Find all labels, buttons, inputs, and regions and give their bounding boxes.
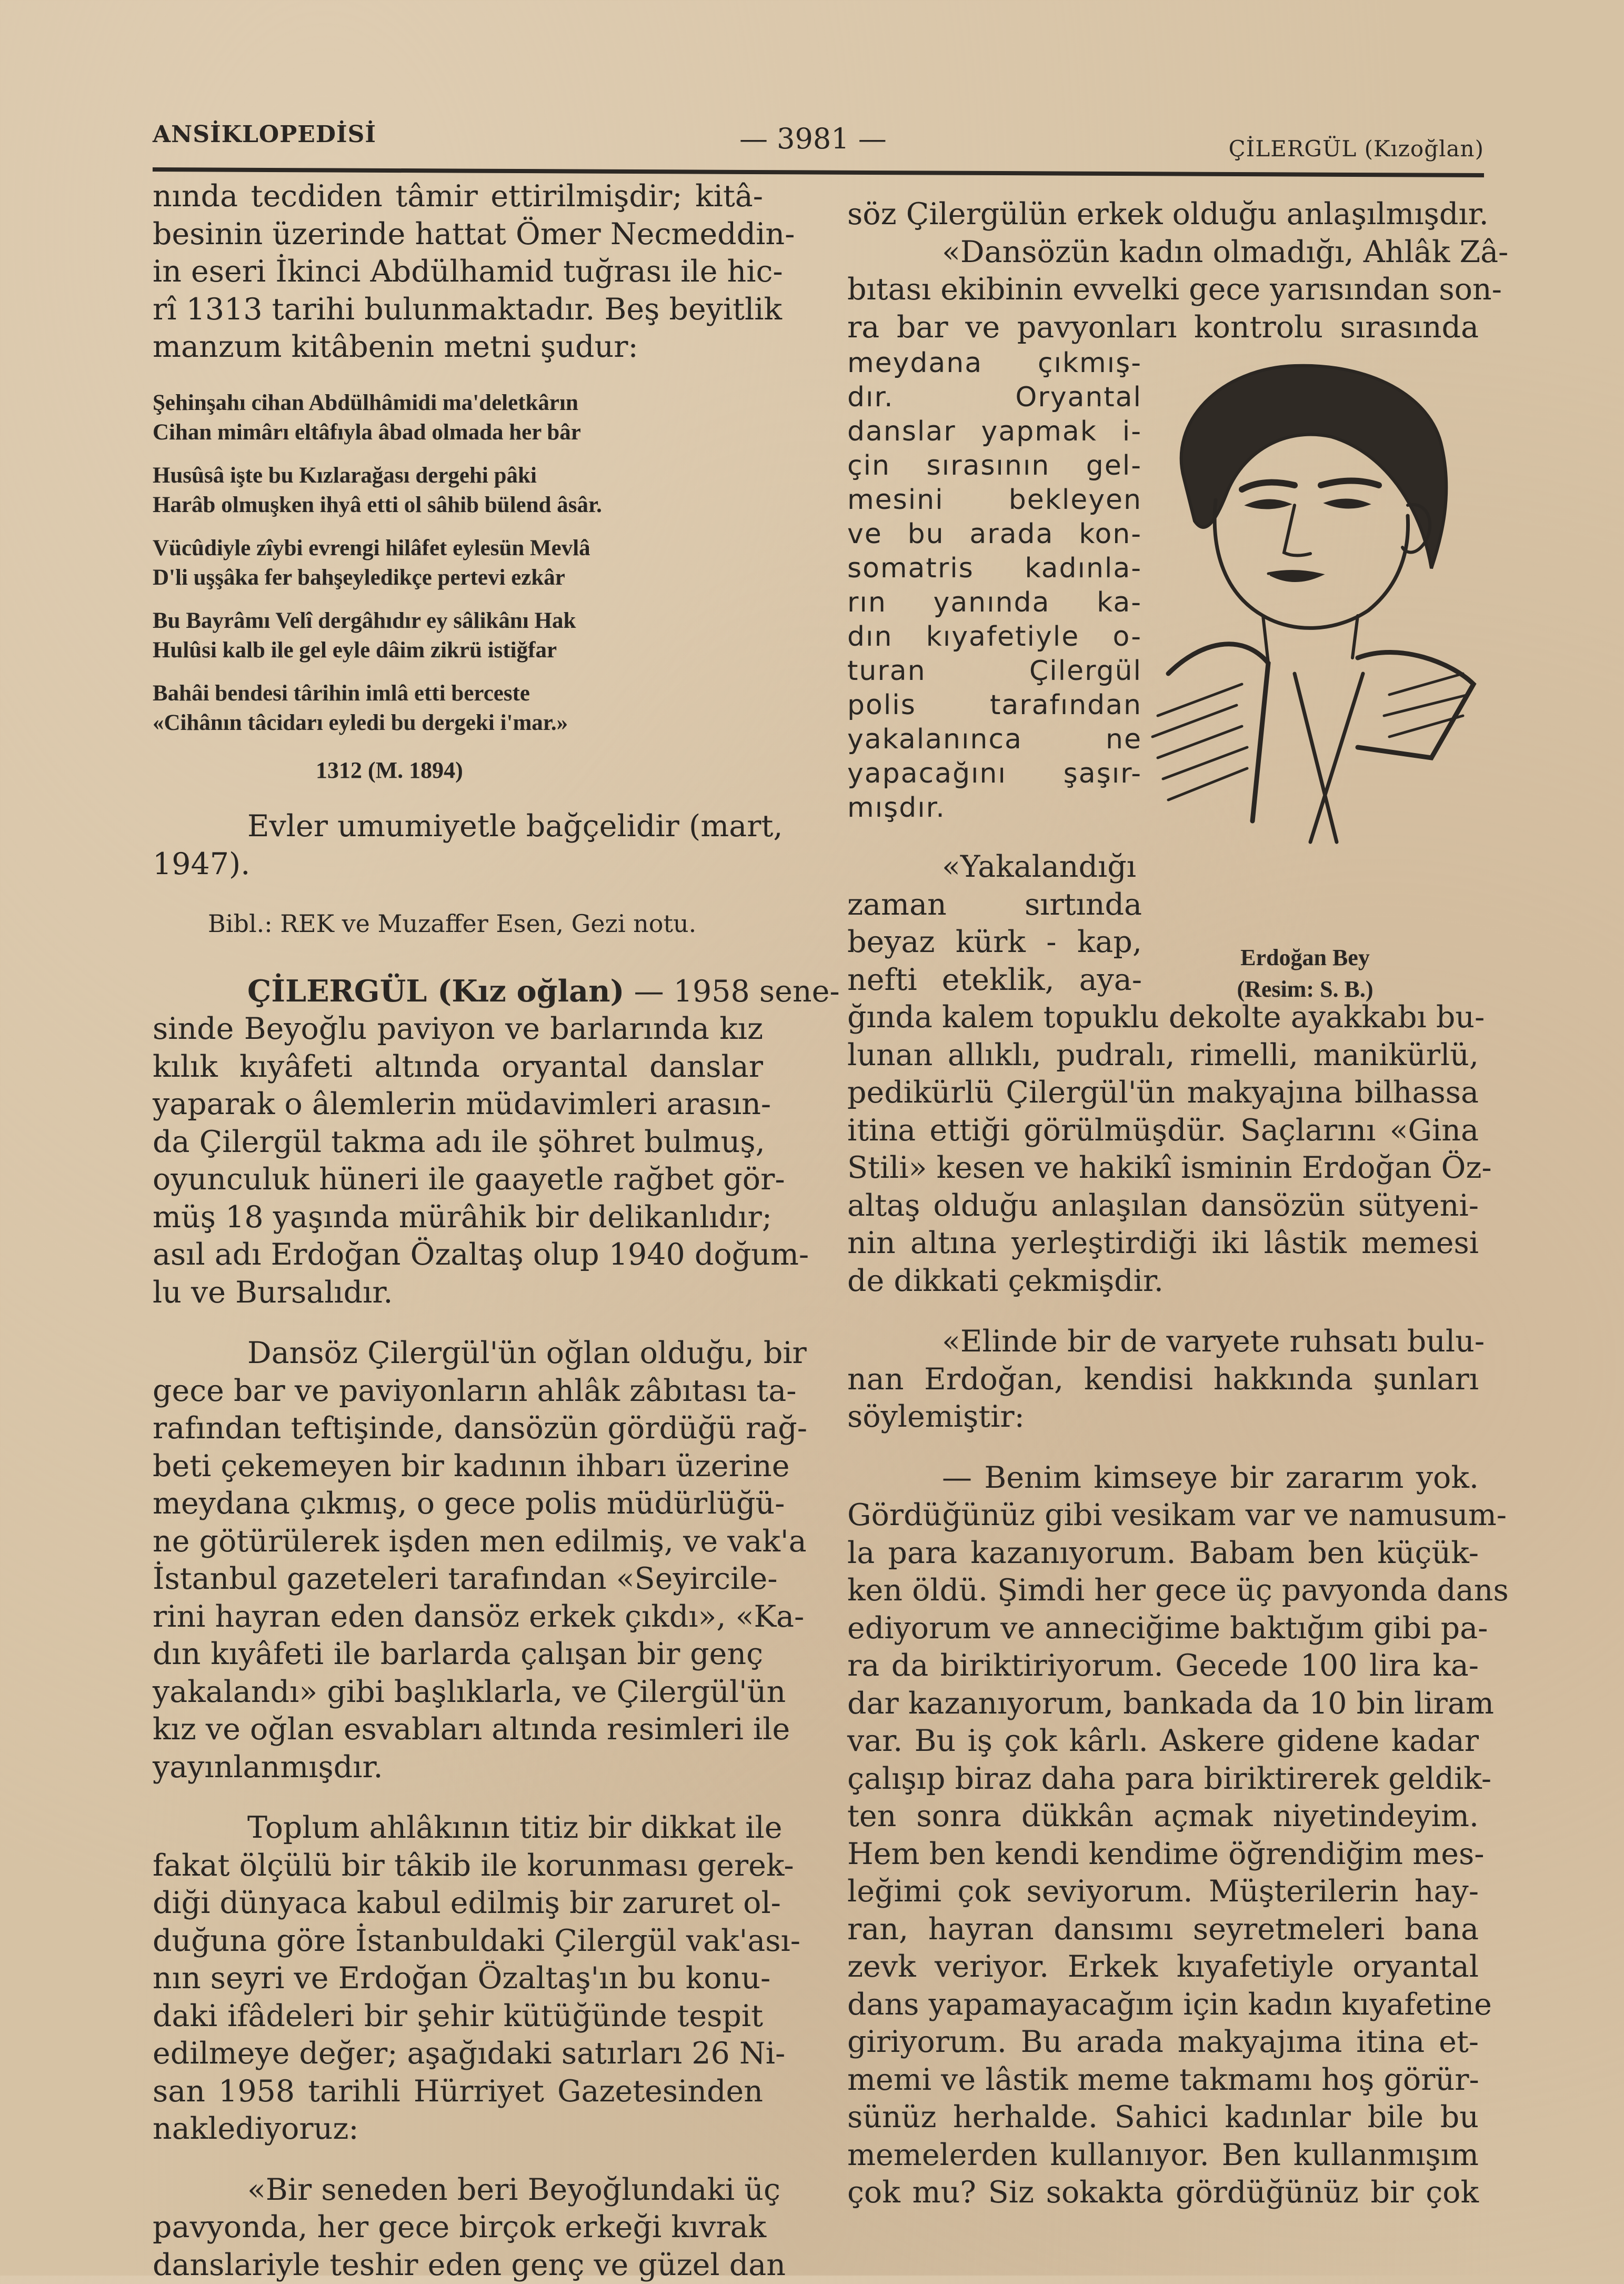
poem-couplet: [153, 461, 763, 520]
text-line: zevk veriyor. Erkek kıyafetiyle oryantal: [847, 1948, 1479, 1986]
text-line: bıtası ekibinin evvelki gece yarısından son-: [847, 271, 1479, 309]
text-line: dın kıyafetiyle o-: [847, 620, 1142, 654]
intro-paragraph: [153, 178, 763, 366]
text-line: ra bar ve pavyonları kontrolu sırasında: [847, 309, 1479, 347]
text-line: oyunculuk hüneri ile gaayetle rağbet gör-: [153, 1161, 763, 1199]
text-line: kılık kıyâfeti altında oryantal danslar: [153, 1048, 763, 1086]
text-line: leğimi çok seviyorum. Müşterilerin hay-: [847, 1873, 1479, 1911]
bibliography: Bibl.: REK ve Muzaffer Esen, Gezi notu.: [153, 905, 763, 943]
paragraph-statement: [847, 1459, 1479, 2212]
inscription-poem: [153, 388, 763, 738]
poem-line: Harâb olmuşken ihyâ etti ol sâhib bülend âsâr.: [153, 490, 763, 520]
text-line: yayınlanmışdır.: [153, 1749, 763, 1787]
text-line: ten sonra dükkân açmak niyetindeyim.: [847, 1798, 1479, 1836]
text-line: edilmeye değer; aşağıdaki satırları 26 Ni-: [153, 2035, 763, 2073]
text-line: zaman sırtında: [847, 886, 1142, 924]
narrow-paragraph-2: [847, 848, 1142, 999]
narrow-paragraph: [847, 346, 1142, 825]
nose: [1284, 505, 1310, 556]
portrait-caption: [1137, 942, 1473, 1005]
text-line: polis tarafından: [847, 688, 1142, 723]
poem-line: Vücûdiyle zîybi evrengi hilâfet eylesün Mevlâ: [153, 534, 763, 563]
text-line: Gördüğünüz gibi vesikam var ve namusum-: [847, 1497, 1479, 1535]
text-line: «Yakalandığı: [847, 848, 1142, 886]
text-line: sünüz herhalde. Sahici kadınlar bile bu: [847, 2099, 1479, 2137]
text-line: yaparak o âlemlerin müdavimleri arasın-: [153, 1086, 763, 1124]
text-line: Hem ben kendi kendime öğrendiğim mes-: [847, 1836, 1479, 1874]
text-line: manzum kitâbenin metni şudur:: [153, 328, 763, 366]
text-line: ran, hayran dansımı seyretmeleri bana: [847, 1911, 1479, 1949]
header-rule: [153, 167, 1484, 177]
text-line: memi ve lâstik meme takmamı hoş görür-: [847, 2061, 1479, 2099]
text-line: meydana çıkmış, o gece polis müdürlüğü-: [153, 1485, 763, 1523]
right-top-paragraph: [847, 196, 1479, 346]
text-line: sinde Beyoğlu paviyon ve barlarında kız: [153, 1010, 763, 1048]
text-line: daki ifâdeleri bir şehir kütüğünde tespit: [153, 1998, 763, 2036]
text-line: diği dünyaca kabul edilmiş bir zaruret ol-: [153, 1885, 763, 1922]
text-line: asıl adı Erdoğan Özaltaş olup 1940 doğum-: [153, 1236, 763, 1274]
text-line: turan Çilergül: [847, 654, 1142, 688]
text-line: ken öldü. Şimdi her gece üç pavyonda dans: [847, 1572, 1479, 1610]
text-line: çalışıp biraz daha para biriktirerek geldik-: [847, 1760, 1479, 1798]
poem-line: Husûsâ işte bu Kızlarağası dergehi pâki: [153, 461, 763, 490]
text-line: rini hayran eden dansöz erkek çıkdı», «Ka-: [153, 1598, 763, 1636]
poem-line: Hulûsi kalb ile gel eyle dâim zikrü istiğfar: [153, 636, 763, 665]
text-line: san 1958 tarihli Hürriyet Gazetesinden: [153, 2073, 763, 2111]
caption-credit: (Resim: S. B.): [1137, 974, 1473, 1005]
running-header: [153, 105, 1484, 179]
text-line: söz Çilergülün erkek olduğu anlaşılmışdır.: [847, 196, 1479, 234]
text-line: lu ve Bursalıdır.: [153, 1274, 763, 1312]
right-brow: [1321, 481, 1379, 486]
left-brow: [1242, 483, 1295, 489]
text-line: fakat ölçülü bir tâkib ile korunması gerek-: [153, 1847, 763, 1885]
text-line: pedikürlü Çilergül'ün makyajına bilhassa: [847, 1074, 1479, 1112]
text-line: naklediyoruz:: [153, 2110, 763, 2148]
text-line: nında tecdiden tâmir ettirilmişdir; kitâ-: [153, 178, 763, 216]
text-line: var. Bu iş çok kârlı. Askere gidene kadar: [847, 1722, 1479, 1760]
poem-couplet: [153, 606, 763, 665]
paragraph-appearance: [847, 999, 1479, 1300]
paragraph-quote-start: [153, 2171, 763, 2284]
text-line: Stili» kesen ve hakikî isminin Erdoğan Öz-: [847, 1149, 1479, 1187]
text-line: giriyorum. Bu arada makyajıma itina et-: [847, 2023, 1479, 2061]
text-line: Toplum ahlâkının titiz bir dikkat ile: [153, 1809, 763, 1847]
text-line: pavyonda, her gece birçok erkeği kıvrak: [153, 2209, 763, 2247]
lapel: [1295, 674, 1363, 842]
text-line: memelerden kullanıyor. Ben kullanmışım: [847, 2137, 1479, 2175]
text-line: duğuna göre İstanbuldaki Çilergül vak'ası-: [153, 1922, 763, 1960]
text-line: ne götürülerek işden men edilmiş, ve vak'a: [153, 1523, 763, 1561]
text-line: Dansöz Çilergül'ün oğlan olduğu, bir: [153, 1335, 763, 1373]
poem-line: Bahâi bendesi târihin imlâ etti berceste: [153, 679, 763, 708]
paragraph-license: [847, 1323, 1479, 1436]
text-line: müş 18 yaşında mürâhik bir delikanlıdır;: [153, 1199, 763, 1237]
poem-date: 1312 (M. 1894): [153, 752, 763, 789]
poem-line: «Cihânın tâcidarı eyledi bu dergeki i'mar.»: [153, 708, 763, 738]
portrait-illustration: [1137, 347, 1484, 853]
text-line: ediyorum ve anneciğime baktığım gibi pa-: [847, 1610, 1479, 1648]
text-line: nan Erdoğan, kendisi hakkında şunları: [847, 1361, 1479, 1399]
text-line: da Çilergül takma adı ile şöhret bulmuş,: [153, 1124, 763, 1161]
left-eye: [1247, 500, 1289, 508]
evler-paragraph: [153, 808, 763, 883]
text-line: İstanbul gazeteleri tarafından «Seyircile-: [153, 1560, 763, 1598]
entry-title-tail: — 1958 sene-: [624, 974, 839, 1009]
text-line: yapacağını şaşır-: [847, 757, 1142, 791]
text-line: söylemiştir:: [847, 1398, 1479, 1436]
text-line: kız ve oğlan esvabları altında resimleri ile: [153, 1711, 763, 1749]
text-line: lunan allıklı, pudralı, rimelli, manikürlü,: [847, 1037, 1479, 1075]
text-line: mışdır.: [847, 791, 1142, 825]
text-line: ve bu arada kon-: [847, 517, 1142, 552]
mouth: [1268, 571, 1321, 580]
text-line: yakalanınca ne: [847, 723, 1142, 757]
text-line: danslariyle teshir eden genç ve güzel dan: [153, 2247, 763, 2284]
text-line: beti çekemeyen bir kadının ihbarı üzerine: [153, 1448, 763, 1486]
text-line: besinin üzerinde hattat Ömer Necmeddin-: [153, 216, 763, 254]
text-line: meydana çıkmış-: [847, 346, 1142, 380]
text-line: la para kazanıyorum. Babam ben küçük-: [847, 1535, 1479, 1572]
poem-line: Cihan mimârı eltâfıyla âbad olmada her bâr: [153, 418, 763, 447]
text-line: rî 1313 tarihi bulunmaktadır. Beş beyitlik: [153, 291, 763, 329]
text-line: nın seyri ve Erdoğan Özaltaş'ın bu konu-: [153, 1960, 763, 1998]
collar-right: [1358, 653, 1473, 758]
text-line: Evler umumiyetle bağçelidir (mart,: [153, 808, 763, 846]
left-column: [153, 178, 763, 2284]
text-line: [153, 973, 763, 1011]
text-line: çin sırasının gel-: [847, 449, 1142, 483]
text-line: danslar yapmak i-: [847, 415, 1142, 449]
text-line: de dikkati çekmişdir.: [847, 1263, 1479, 1300]
text-line: «Dansözün kadın olmadığı, Ahlâk Zâ-: [847, 234, 1479, 272]
text-line: beyaz kürk - kap,: [847, 924, 1142, 961]
face-outline: [1215, 500, 1408, 628]
text-line: rafından teftişinde, dansözün gördüğü rağ-: [153, 1410, 763, 1448]
text-line: somatris kadınla-: [847, 552, 1142, 586]
text-line: rın yanında ka-: [847, 586, 1142, 620]
text-line: «Elinde bir de varyete ruhsatı bulu-: [847, 1323, 1479, 1361]
text-line: nin altına yerleştirdiği iki lâstik memesi: [847, 1225, 1479, 1263]
poem-line: D'li uşşâka fer bahşeyledikçe pertevi ezkâr: [153, 563, 763, 593]
poem-couplet: [153, 534, 763, 593]
poem-line: Şehinşahı cihan Abdülhâmidi ma'deletkârın: [153, 388, 763, 418]
text-line: yakalandı» gibi başlıklarla, ve Çilergül'ün: [153, 1674, 763, 1711]
text-line: itina ettiği görülmüşdür. Saçlarını «Gina: [847, 1112, 1479, 1150]
text-line: in eseri İkinci Abdülhamid tuğrası ile hic-: [153, 253, 763, 291]
text-line: «Bir seneden beri Beyoğlundaki üç: [153, 2171, 763, 2209]
text-line: dans yapamayacağım için kadın kıyafetine: [847, 1986, 1479, 2024]
poem-line: Bu Bayrâmı Velî dergâhıdır ey sâlikânı Hak: [153, 606, 763, 636]
poem-couplet: [153, 679, 763, 738]
paragraph-dancer: [153, 1335, 763, 1786]
text-line: ra da biriktiriyorum. Gecede 100 lira ka-: [847, 1647, 1479, 1685]
text-line: dın kıyâfeti ile barlarda çalışan bir genç: [153, 1636, 763, 1674]
text-line: dar kazanıyorum, bankada da 10 bin liram: [847, 1685, 1479, 1723]
text-line: 1947).: [153, 846, 763, 884]
header-entry: ÇİLERGÜL (Kızoğlan): [1229, 136, 1485, 162]
text-line: altaş olduğu anlaşılan dansözün sütyeni-: [847, 1187, 1479, 1225]
text-line: dır. Oryantal: [847, 380, 1142, 415]
text-line: gece bar ve paviyonların ahlâk zâbıtası ta-: [153, 1373, 763, 1410]
paragraph-society: [153, 1809, 763, 2148]
header-title: ANSİKLOPEDİSİ: [153, 121, 376, 148]
text-line: mesini bekleyen: [847, 483, 1142, 517]
text-line: — Benim kimseye bir zararım yok.: [847, 1459, 1479, 1497]
entry-title: ÇİLERGÜL (Kız oğlan): [247, 974, 624, 1009]
entry-paragraph: [153, 973, 763, 1312]
page-number: — 3981 —: [739, 122, 887, 155]
text-line: çok mu? Siz sokakta gördüğünüz bir çok: [847, 2174, 1479, 2212]
right-eye: [1326, 499, 1368, 507]
poem-couplet: [153, 388, 763, 447]
text-line: ğında kalem topuklu dekolte ayakkabı bu-: [847, 999, 1479, 1037]
text-line: nefti eteklik, aya-: [847, 961, 1142, 999]
caption-name: Erdoğan Bey: [1137, 942, 1473, 974]
